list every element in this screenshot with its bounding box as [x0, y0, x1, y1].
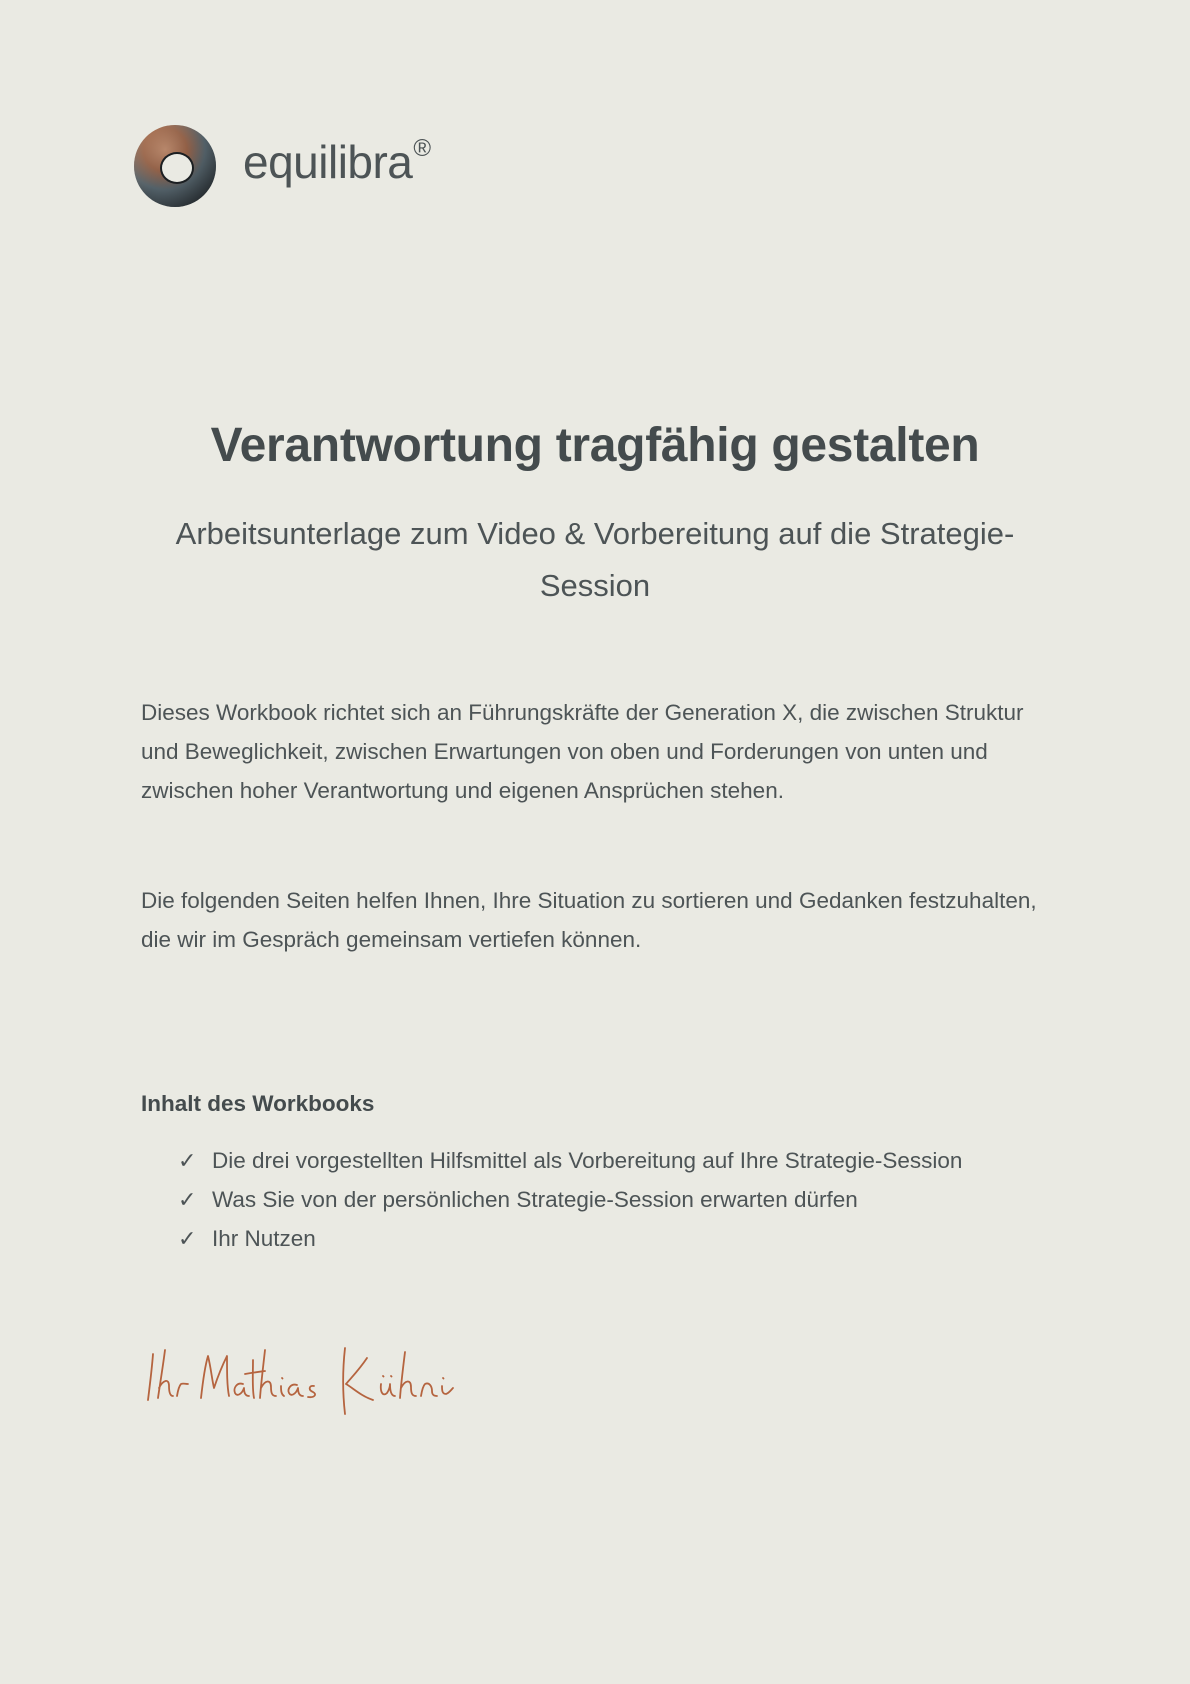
contents-heading: Inhalt des Workbooks	[141, 1091, 375, 1116]
list-item	[178, 1141, 962, 1180]
list-item-label: Ihr Nutzen	[212, 1225, 316, 1251]
guidance-paragraph: Die folgenden Seiten helfen Ihnen, Ihre Situation zu sortieren und Gedanken festzuhalten, die wir im Gespräch gemeinsam vertiefen können.	[141, 888, 1037, 952]
page-subtitle: Arbeitsunterlage zum Video & Vorbereitung auf die Strategie-Session	[175, 516, 1015, 603]
check-icon: ✓	[178, 1147, 197, 1173]
page-title: Verantwortung tragfähig gestalten	[210, 419, 980, 472]
contents-list	[178, 1141, 962, 1258]
list-item-label: Was Sie von der persönlichen Strategie-Session erwarten dürfen	[212, 1186, 858, 1212]
check-icon: ✓	[178, 1186, 197, 1212]
check-icon: ✓	[178, 1225, 197, 1251]
list-item	[178, 1219, 962, 1258]
list-item-label: Die drei vorgestellten Hilfsmittel als Vorbereitung auf Ihre Strategie-Session	[212, 1147, 963, 1173]
logo-wordmark: equilibra®	[243, 135, 431, 188]
handwritten-signature	[141, 1336, 461, 1416]
brand-logo	[133, 124, 431, 208]
logo-ring-icon	[133, 124, 217, 208]
list-item	[178, 1180, 962, 1219]
intro-paragraph: Dieses Workbook richtet sich an Führungskräfte der Generation X, die zwischen Struktur und Beweglichkeit, zwischen Erwartungen von oben und Forderungen von unten und zwischen hoher Verantwortung und eigenen Ansprüchen stehen.	[141, 700, 1024, 803]
